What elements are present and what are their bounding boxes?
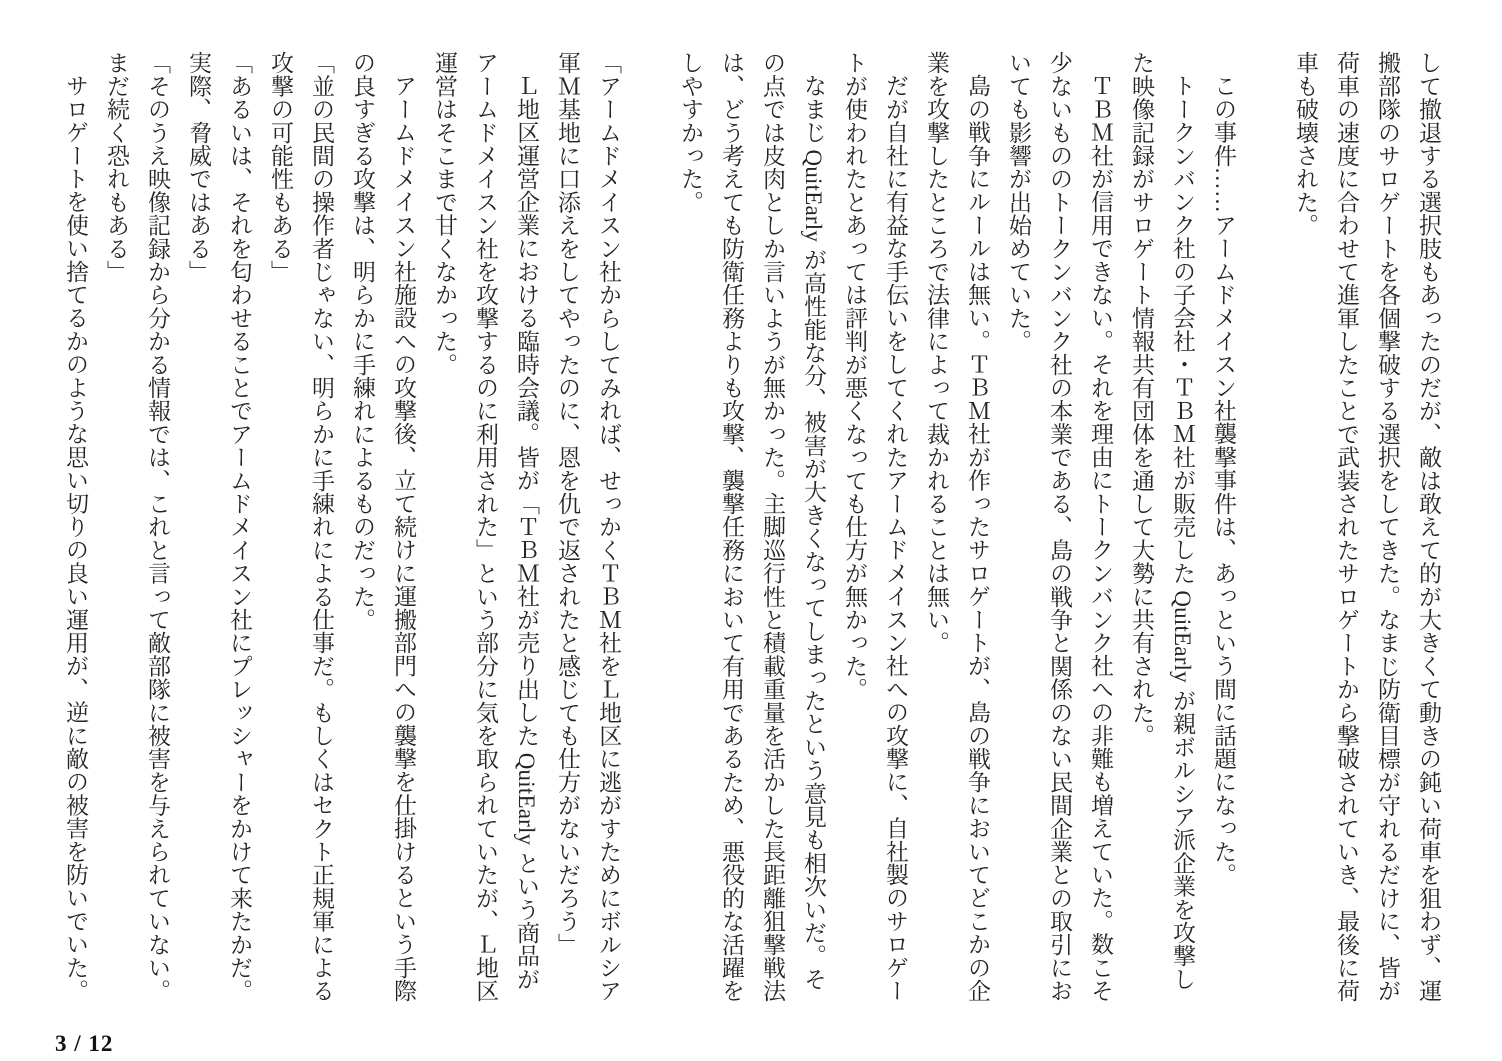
paragraph: 「あるいは、それを匂わせることでアームドメイスン社にプレッシャーをかけて来たかだ。実際、脅威ではある」 <box>186 51 252 1003</box>
page-indicator: 3 / 12 <box>55 1031 114 1056</box>
paragraph: サロゲートを使い捨てるかのような思い切りの良い運用が、逆に敵の被害を防いでいた。 <box>63 74 88 1003</box>
paragraph: 「そのうえ映像記録から分かる情報では、これと言って敵部隊に被害を与えられていない。まだ続く恐れもある」 <box>104 51 170 1003</box>
paragraph: ＴＢＭ社が信用できない。それを理由にトークンバンク社への非難も増えていた。数こそ少ないもののトークンバンク社の本業である、島の戦争と関係のない民間企業との取引においても影響が出始めていた。 <box>1006 51 1113 1003</box>
paragraph: なまじ QuitEarly が高性能な分、被害が大きくなってしまったという意見も相次いだ。その点では皮肉としか言いようが無かった。主脚巡行性と積載重量を活かした長距離狙撃戦法は、どう考えても防衛任務よりも攻撃、襲撃任務において有用であるため、悪役的な活躍をしやすかった。 <box>678 51 826 1003</box>
paragraph: 「並の民間の操作者じゃない、明らかに手練れによる仕事だ。もしくはセクト正規軍による攻撃の可能性もある」 <box>268 51 334 1003</box>
paragraph: だが自社に有益な手伝いをしてくれたアームドメイスン社への攻撃に、自社製のサロゲートが使われたとあっては評判が悪くなっても仕方が無かった。 <box>842 51 908 1002</box>
paragraph: この事件……アームドメイスン社襲撃事件は、あっという間に話題になった。 <box>1211 74 1236 886</box>
paragraph: Ｌ地区運営企業における臨時会議。皆が「ＴＢＭ社が売り出した QuitEarly という商品がアームドメイスン社を攻撃するのに利用された」という部分に気を取られていたが、Ｌ地区運営はそこまで甘くなかった。 <box>432 51 539 1003</box>
paragraph: して撤退する選択肢もあったのだが、敵は敢えて的が大きくて動きの鈍い荷車を狙わず、運搬部隊のサロゲートを各個撃破する選択をしてきた。なまじ防衛目標が守れるだけに、皆が荷車の速度に合わせて進軍したことで武装されたサロゲートから撃破されていき、最後に荷車も破壊された。 <box>1293 51 1441 1003</box>
text-body <box>55 51 1449 1004</box>
paragraph: 島の戦争にルールは無い。ＴＢＭ社が作ったサロゲートが、島の戦争においてどこかの企業を攻撃したところで法律によって裁かれることは無い。 <box>924 51 990 1002</box>
paragraph: トークンバンク社の子会社・ＴＢＭ社が販売した QuitEarly が親ボルシア派企業を攻撃した映像記録がサロゲート情報共有団体を通して大勢に共有された。 <box>1129 51 1195 991</box>
paragraph: 「アームドメイスン社からしてみれば、せっかくＴＢＭ社をＬ地区に逃がすためにボルシア軍Ｍ基地に口添えをしてやったのに、恩を仇で返されたと感じても仕方がないだろう」 <box>555 51 621 1003</box>
paragraph: アームドメイスン社施設への攻撃後、立て続けに運搬部門への襲撃を仕掛けるという手際の良すぎる攻撃は、明らかに手練れによるものだった。 <box>350 51 416 1002</box>
